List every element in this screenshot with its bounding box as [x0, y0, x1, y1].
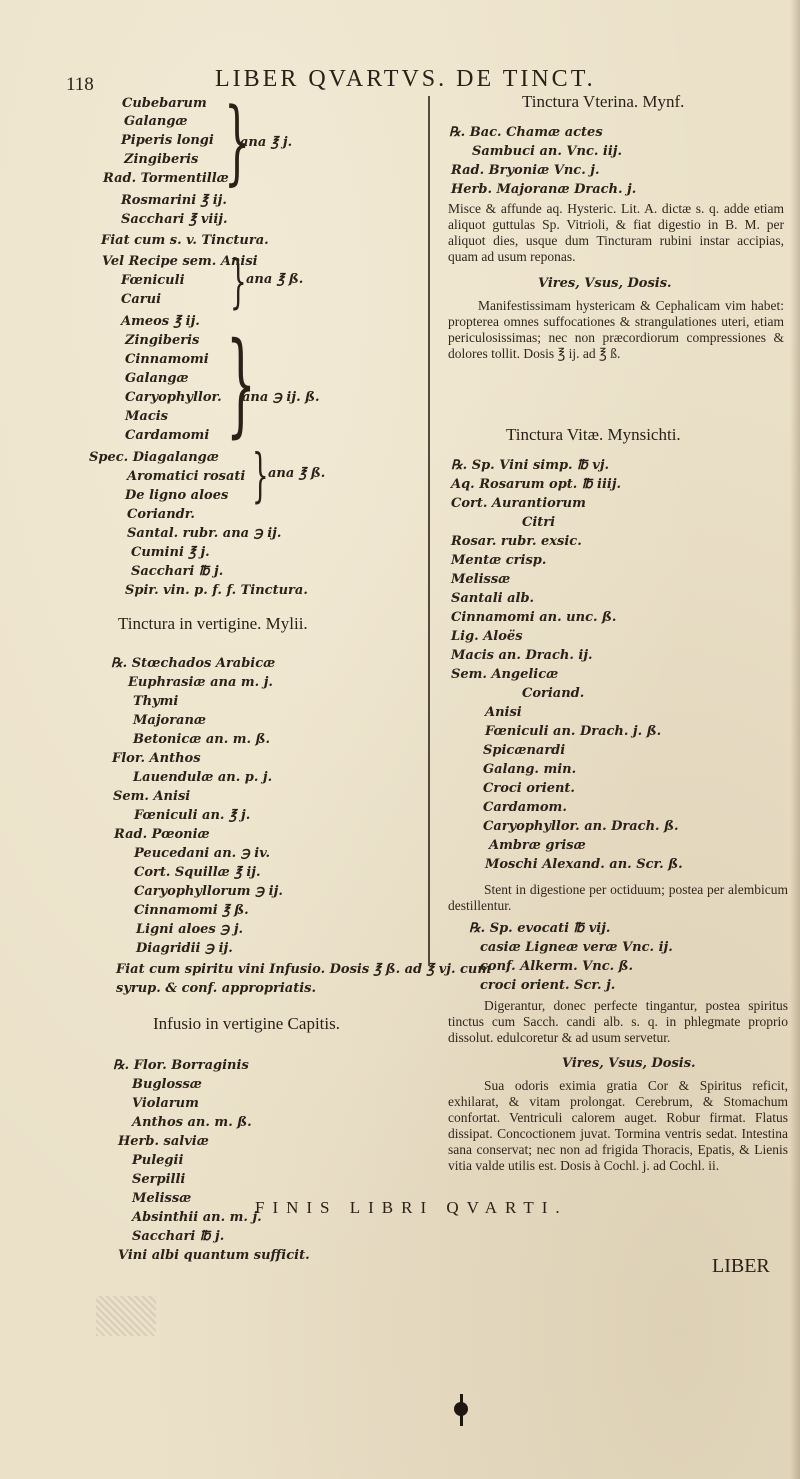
recipe-closing: Vini albi quantum sufficit.	[118, 1248, 310, 1263]
recipe-line: Rad. Pœoniæ	[114, 827, 210, 842]
recipe-closing: syrup. & conf. appropriatis.	[116, 981, 317, 996]
recipe-line: Spicænardi	[483, 743, 566, 758]
recipe-line: Sambuci an. Vnc. iij.	[472, 144, 623, 159]
recipe-line: Coriand.	[522, 686, 585, 701]
curly-brace: }	[226, 319, 256, 449]
recipe-line: Majoranæ	[133, 713, 207, 728]
recipe-line: Melissæ	[132, 1191, 192, 1206]
running-title: LIBER QVARTVS. DE TINCT.	[215, 66, 596, 92]
recipe-line: Cumini ℥ j.	[131, 545, 210, 560]
recipe-line: ℞. Bac. Chamæ actes	[449, 125, 603, 140]
finis-line: FINIS LIBRI QVARTI.	[255, 1198, 568, 1217]
recipe-line: Violarum	[132, 1096, 199, 1111]
recipe-line: Rosar. rubr. exsic.	[451, 534, 582, 549]
quantity-label: ana ℈ ij. ß.	[242, 390, 320, 405]
recipe-line: Piperis longi	[121, 133, 214, 148]
quantity-label: ana ℥ ß.	[268, 466, 326, 481]
recipe-line: Zingiberis	[124, 152, 199, 167]
recipe-line: Lig. Aloës	[451, 629, 523, 644]
recipe-line: Sem. Angelicæ	[451, 667, 559, 682]
recipe-line: Anisi	[485, 705, 522, 720]
recipe-line: Carui	[121, 292, 162, 307]
recipe-line: Croci orient.	[483, 781, 575, 796]
recipe-line: Caryophyllorum ℈ ij.	[134, 884, 283, 899]
library-stamp-mark	[96, 1296, 156, 1336]
recipe-line: Santal. rubr. ana ℈ ij.	[127, 526, 282, 541]
paragraph: Stent in digestione per octiduum; postea per alembicum destillentur.	[448, 882, 788, 913]
quantity-label: ana ℥ j.	[240, 135, 293, 150]
recipe-line: Cardamom.	[483, 800, 567, 815]
recipe-line: Cinnamomi an. unc. ß.	[451, 610, 617, 625]
recipe-line: Rad. Bryoniæ Vnc. j.	[451, 163, 600, 178]
recipe-line: Aromatici rosati	[127, 469, 246, 484]
recipe-line: Euphrasiæ ana m. j.	[128, 675, 273, 690]
recipe-line: Caryophyllor. an. Drach. ß.	[483, 819, 679, 834]
paragraph: Manifestissimam hystericam & Cephalicam vim habet: propterea omnes suffocationes & strangulationes uteri, etiam periculosissimas; nec non præcordiorum compressiones & dolores tollit. Dosis ℥ ij. ad ℥ ß.	[448, 298, 784, 361]
recipe-line: Fœniculi	[121, 273, 185, 288]
recipe-line: Coriandr.	[127, 507, 195, 522]
paragraph: Sua odoris eximia gratia Cor & Spiritus reficit, exhilarat, & vitam prolongat. Cerebrum, & Stomachum confortat. Ventriculi calorem auget. Robur firmat. Flatus dissipat. Concoctionem juvat. Tormina ventris sedat. Intestina sana conservat; nec non ad frigida Thoracis, Epatis, & Lienis vitia valde utilis est. Dosis à Cochl. j. ad Cochl. ii.	[448, 1078, 788, 1173]
recipe-line: Moschi Alexand. an. Scr. ß.	[485, 857, 683, 872]
recipe-line: Rosmarini ℥ ij.	[121, 193, 227, 208]
subheading: Vires, Vsus, Dosis.	[562, 1056, 696, 1071]
recipe-line: Mentæ crisp.	[451, 553, 547, 568]
recipe-line: Cinnamomi	[125, 352, 209, 367]
recipe-line: Zingiberis	[125, 333, 200, 348]
recipe-closing: Spir. vin. p. f. f. Tinctura.	[125, 583, 308, 598]
recipe-line: Pulegii	[132, 1153, 184, 1168]
recipe-line: Fœniculi an. ℥ j.	[134, 808, 251, 823]
subheading: Vires, Vsus, Dosis.	[538, 276, 672, 291]
recipe-line: Caryophyllor.	[125, 390, 222, 405]
recipe-line: Peucedani an. ℈ iv.	[134, 846, 271, 861]
recipe-line: Ameos ℥ ij.	[121, 314, 200, 329]
ornament-dot	[454, 1402, 468, 1416]
recipe-line: Sacchari ℔ j.	[132, 1229, 225, 1244]
recipe-line: Macis an. Drach. ij.	[451, 648, 593, 663]
section-heading: Infusio in vertigine Capitis.	[153, 1014, 340, 1033]
recipe-line: Herb. Majoranæ Drach. j.	[451, 182, 637, 197]
paragraph: Misce & affunde aq. Hysteric. Lit. A. dictæ s. q. adde etiam aliquot guttulas Sp. Vitrioli, & fiat digestio in B. M. per aliquot dies, usque dum Tincturam rubini instar accipias, quam ad usum reponas.	[448, 201, 784, 264]
quantity-label: ana ℥ ß.	[246, 272, 304, 287]
recipe-line: Citri	[522, 515, 556, 530]
recipe-line: Rad. Tormentillæ	[103, 171, 229, 186]
recipe-line: Spec. Diagalangæ	[89, 450, 219, 465]
recipe-line: Galangæ	[124, 114, 188, 129]
recipe-line: Serpilli	[132, 1172, 186, 1187]
section-heading: Tinctura in vertigine. Mylii.	[118, 614, 308, 633]
recipe-line: conf. Alkerm. Vnc. ß.	[480, 959, 634, 974]
recipe-line: ℞. Sp. Vini simp. ℔ vj.	[451, 458, 610, 473]
recipe-line: Sem. Anisi	[113, 789, 191, 804]
recipe-line: Cardamomi	[125, 428, 210, 443]
recipe-line: De ligno aloes	[125, 488, 229, 503]
recipe-line: Buglossæ	[132, 1077, 202, 1092]
column-divider	[428, 96, 430, 966]
catchword: LIBER	[712, 1255, 770, 1277]
recipe-line: ℞. Sp. evocati ℔ vij.	[469, 921, 611, 936]
recipe-line: Herb. salviæ	[118, 1134, 209, 1149]
recipe-line: Macis	[125, 409, 168, 424]
section-heading: Tinctura Vitæ. Mynsichti.	[506, 425, 681, 444]
recipe-line: Aq. Rosarum opt. ℔ iiij.	[451, 477, 622, 492]
section-heading: Tinctura Vterina. Mynf.	[522, 92, 685, 111]
recipe-line: ℞. Flor. Borraginis	[113, 1058, 249, 1073]
recipe-line: Lauendulæ an. p. j.	[133, 770, 273, 785]
curly-brace: }	[230, 247, 247, 315]
recipe-line: Sacchari ℔ j.	[131, 564, 224, 579]
recipe-line: croci orient. Scr. j.	[480, 978, 616, 993]
paragraph: Digerantur, donec perfecte tingantur, postea spiritus tinctus cum Sacch. candi alb. s. q. in phlegmate proprio dissolut. edulcoretur & ad usum servetur.	[448, 998, 788, 1045]
recipe-line: Absinthii an. m. j.	[132, 1210, 262, 1225]
recipe-line: Betonicæ an. m. ß.	[133, 732, 271, 747]
recipe-line: Vel Recipe sem. Anisi	[102, 254, 258, 269]
curly-brace: }	[224, 88, 251, 195]
curly-brace: }	[252, 441, 269, 509]
recipe-line: Cort. Aurantiorum	[451, 496, 586, 511]
page-number: 118	[66, 74, 94, 95]
recipe-closing: Fiat cum spiritu vini Infusio. Dosis ℥ ß. ad ℥ vj. cum	[116, 962, 492, 977]
recipe-line: Ambræ grisæ	[489, 838, 586, 853]
recipe-line: Fœniculi an. Drach. j. ß.	[485, 724, 662, 739]
recipe-line: Sacchari ℥ viij.	[121, 212, 228, 227]
recipe-line: Anthos an. m. ß.	[132, 1115, 252, 1130]
recipe-line: Melissæ	[451, 572, 511, 587]
recipe-line: Cinnamomi ℥ ß.	[134, 903, 249, 918]
recipe-line: ℞. Stœchados Arabicæ	[111, 656, 276, 671]
recipe-line: Ligni aloes ℈ j.	[136, 922, 244, 937]
recipe-line: Diagridii ℈ ij.	[136, 941, 233, 956]
recipe-line: Thymi	[133, 694, 179, 709]
recipe-line: casiæ Ligneæ veræ Vnc. ij.	[480, 940, 673, 955]
recipe-line: Galang. min.	[483, 762, 577, 777]
recipe-line: Flor. Anthos	[112, 751, 201, 766]
recipe-line: Cubebarum	[122, 96, 207, 111]
recipe-line: Cort. Squillæ ℥ ij.	[134, 865, 261, 880]
recipe-line: Santali alb.	[451, 591, 535, 606]
recipe-closing: Fiat cum s. v. Tinctura.	[101, 233, 269, 248]
recipe-line: Galangæ	[125, 371, 189, 386]
page-edge-shadow	[790, 0, 800, 1479]
